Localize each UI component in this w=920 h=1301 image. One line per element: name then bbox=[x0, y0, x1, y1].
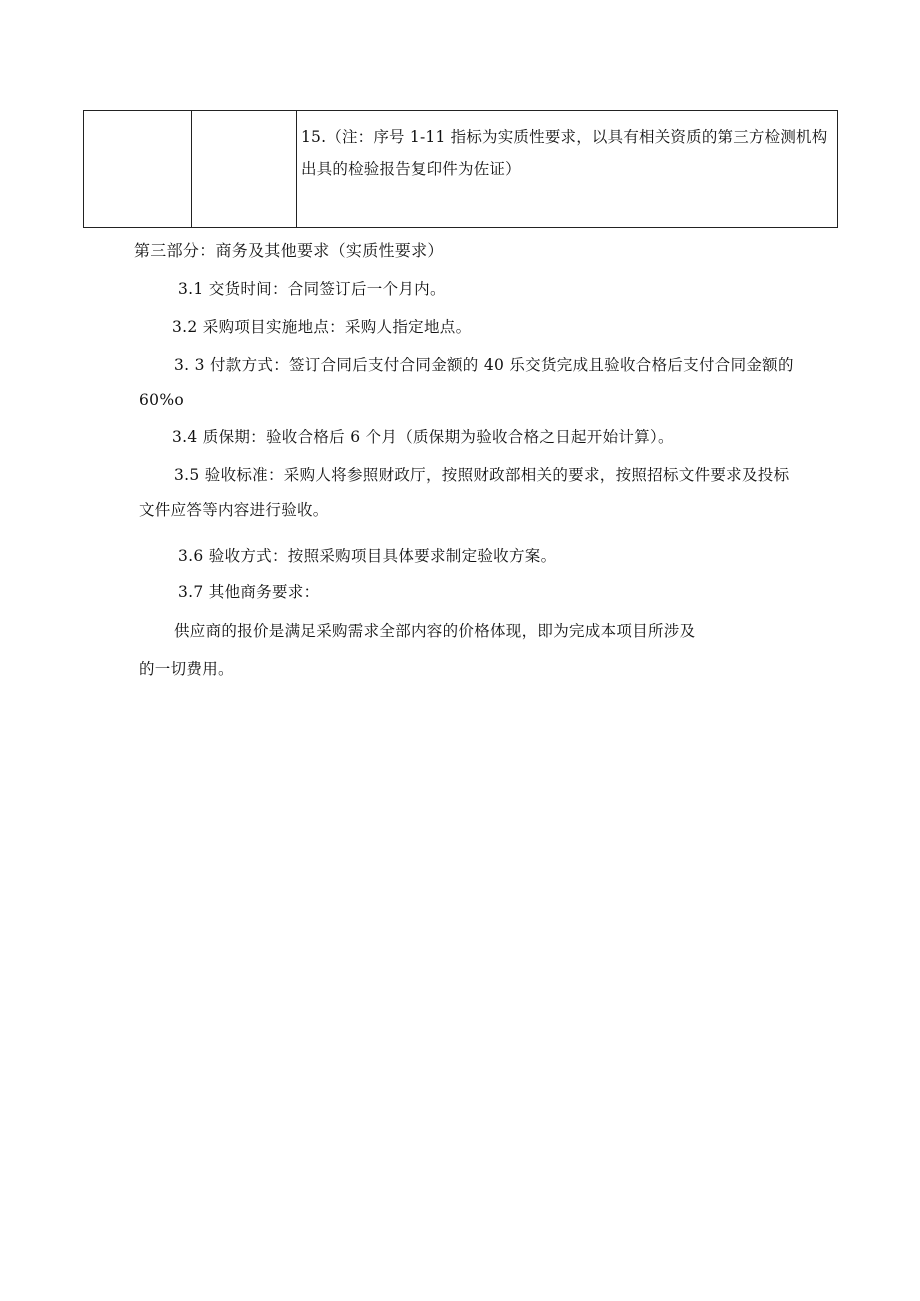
price-paragraph: 供应商的报价是满足采购需求全部内容的价格体现，即为完成本项目所涉及 bbox=[174, 622, 696, 640]
item-delivery-time: 3.1 交货时间：合同签订后一个月内。 bbox=[178, 280, 446, 298]
item-payment-method: 3. 3 付款方式：签订合同后支付合同金额的 40 乐交货完成且验收合格后支付合同金额的 bbox=[174, 356, 794, 374]
item-warranty: 3.4 质保期：验收合格后 6 个月（质保期为验收合格之日起开始计算）。 bbox=[172, 428, 674, 446]
table-cell-note: 15.（注：序号 1-11 指标为实质性要求，以具有相关资质的第三方检测机构出具的检验报告复印件为佐证） bbox=[301, 128, 828, 178]
section-heading: 第三部分：商务及其他要求（实质性要求） bbox=[134, 241, 444, 260]
table-cell-item bbox=[192, 111, 297, 227]
price-paragraph-cont: 的一切费用。 bbox=[139, 660, 234, 678]
item-implementation-site: 3.2 采购项目实施地点：采购人指定地点。 bbox=[172, 318, 472, 336]
item-acceptance-standard-cont: 文件应答等内容进行验收。 bbox=[139, 501, 329, 519]
item-acceptance-standard: 3.5 验收标准：采购人将参照财政厅，按照财政部相关的要求，按照招标文件要求及投标 bbox=[174, 466, 790, 484]
item-acceptance-method: 3.6 验收方式：按照采购项目具体要求制定验收方案。 bbox=[178, 547, 557, 565]
spec-table bbox=[83, 110, 838, 228]
item-payment-method-cont: 60%o bbox=[139, 391, 184, 409]
item-other-requirements: 3.7 其他商务要求： bbox=[178, 583, 320, 601]
table-cell-index bbox=[84, 111, 192, 227]
